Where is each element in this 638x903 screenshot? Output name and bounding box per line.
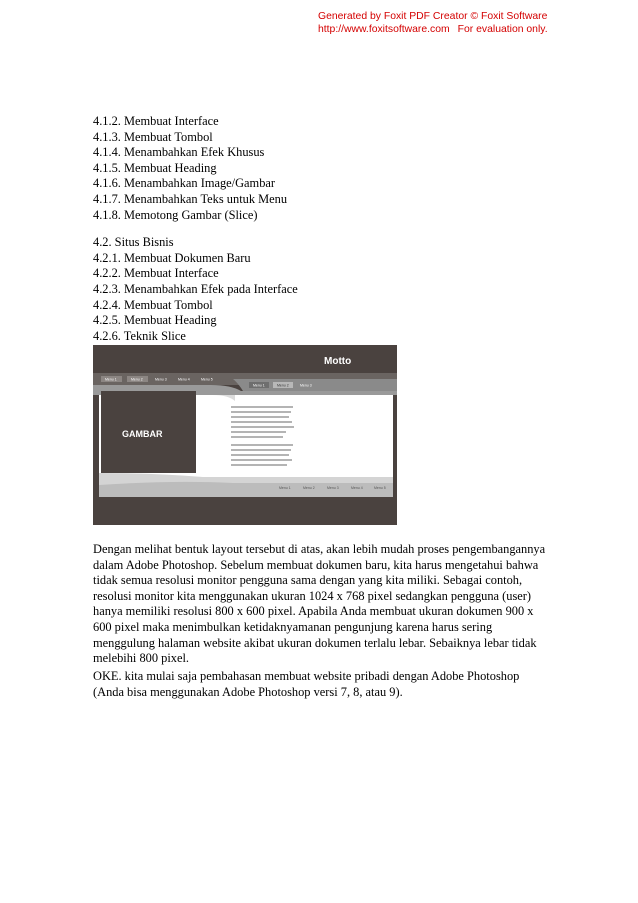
- sub-menu-item[interactable]: Menu 3: [300, 383, 312, 388]
- watermark-line: Generated by Foxit PDF Creator © Foxit Software: [318, 11, 548, 22]
- mockup-title: Motto: [324, 356, 352, 367]
- watermark-url[interactable]: http://www.foxitsoftware.com: [318, 24, 450, 35]
- toc-item: 4.1.4. Menambahkan Efek Khusus: [93, 145, 265, 160]
- toc-item: 4.1.5. Membuat Heading: [93, 160, 217, 175]
- toc-item: 4.1.8. Memotong Gambar (Slice): [93, 207, 258, 222]
- toc-item: 4.1.3. Membuat Tombol: [93, 129, 213, 144]
- toc-item: 4.1.6. Menambahkan Image/Gambar: [93, 176, 276, 191]
- layout-mockup-figure: [93, 345, 397, 525]
- toc-item: 4.2.5. Membuat Heading: [93, 313, 217, 328]
- top-menu-item[interactable]: Menu 1: [105, 377, 117, 382]
- toc-item: 4.2.4. Membuat Tombol: [93, 297, 213, 312]
- mockup-footer: [93, 497, 397, 525]
- toc-item: 4.1.2. Membuat Interface: [93, 114, 219, 128]
- top-menu-item[interactable]: Menu 3: [155, 377, 167, 382]
- body-paragraph: Dengan melihat bentuk layout tersebut di atas, akan lebih mudah proses pengembangannya dalam Adobe Photoshop. Sebelum membuat dokumen baru, kita harus mengetahui bahwa tidak semua resolusi monitor pengguna sama dengan yang kita miliki. Sebagai contoh, resolusi monitor kita menggunakan ukuran 1024 x 768 pixel sedangkan pengguna (user) hanya memiliki resolusi 800 x 600 pixel. Apabila Anda membuat ukuran dokumen 900 x 600 pixel maka menimbulkan ketidaknyamanan pengunjung karena harus sering menggulung halaman website akibat ukuran dokumen terlalu lebar. Sebaiknya lebar tidak melebihi 800 pixel.: [93, 542, 546, 666]
- body-paragraph: OKE. kita mulai saja pembahasan membuat website pribadi dengan Adobe Photoshop (Anda bisa menggunakan Adobe Photoshop versi 7, 8, atau 9).: [93, 669, 520, 699]
- toc-item: 4.2.6. Teknik Slice: [93, 328, 186, 343]
- image-label: GAMBAR: [122, 429, 163, 439]
- sub-menu-item[interactable]: Menu 1: [253, 383, 265, 388]
- table-of-contents: [93, 114, 298, 344]
- bottom-menu-item[interactable]: Menu 5: [374, 486, 386, 490]
- top-menu-item[interactable]: Menu 5: [201, 377, 213, 382]
- bottom-menu-item[interactable]: Menu 4: [351, 486, 363, 490]
- watermark-note: For evaluation only.: [457, 24, 548, 35]
- bottom-menu-item[interactable]: Menu 2: [303, 486, 315, 490]
- toc-item: 4.2.3. Menambahkan Efek pada Interface: [93, 281, 298, 296]
- sub-menu-item[interactable]: Menu 2: [277, 383, 289, 388]
- mockup-header: [93, 345, 397, 373]
- bottom-menu-item[interactable]: Menu 3: [327, 486, 339, 490]
- top-menu-item[interactable]: Menu 4: [178, 377, 190, 382]
- toc-item: 4.1.7. Menambahkan Teks untuk Menu: [93, 191, 288, 206]
- foxit-watermark: [318, 10, 548, 36]
- toc-item: 4.2. Situs Bisnis: [93, 235, 174, 250]
- toc-item: 4.2.2. Membuat Interface: [93, 266, 219, 281]
- bottom-menu-item[interactable]: Menu 1: [279, 486, 291, 490]
- top-menu-item[interactable]: Menu 2: [131, 377, 143, 382]
- toc-item: 4.2.1. Membuat Dokumen Baru: [93, 250, 251, 265]
